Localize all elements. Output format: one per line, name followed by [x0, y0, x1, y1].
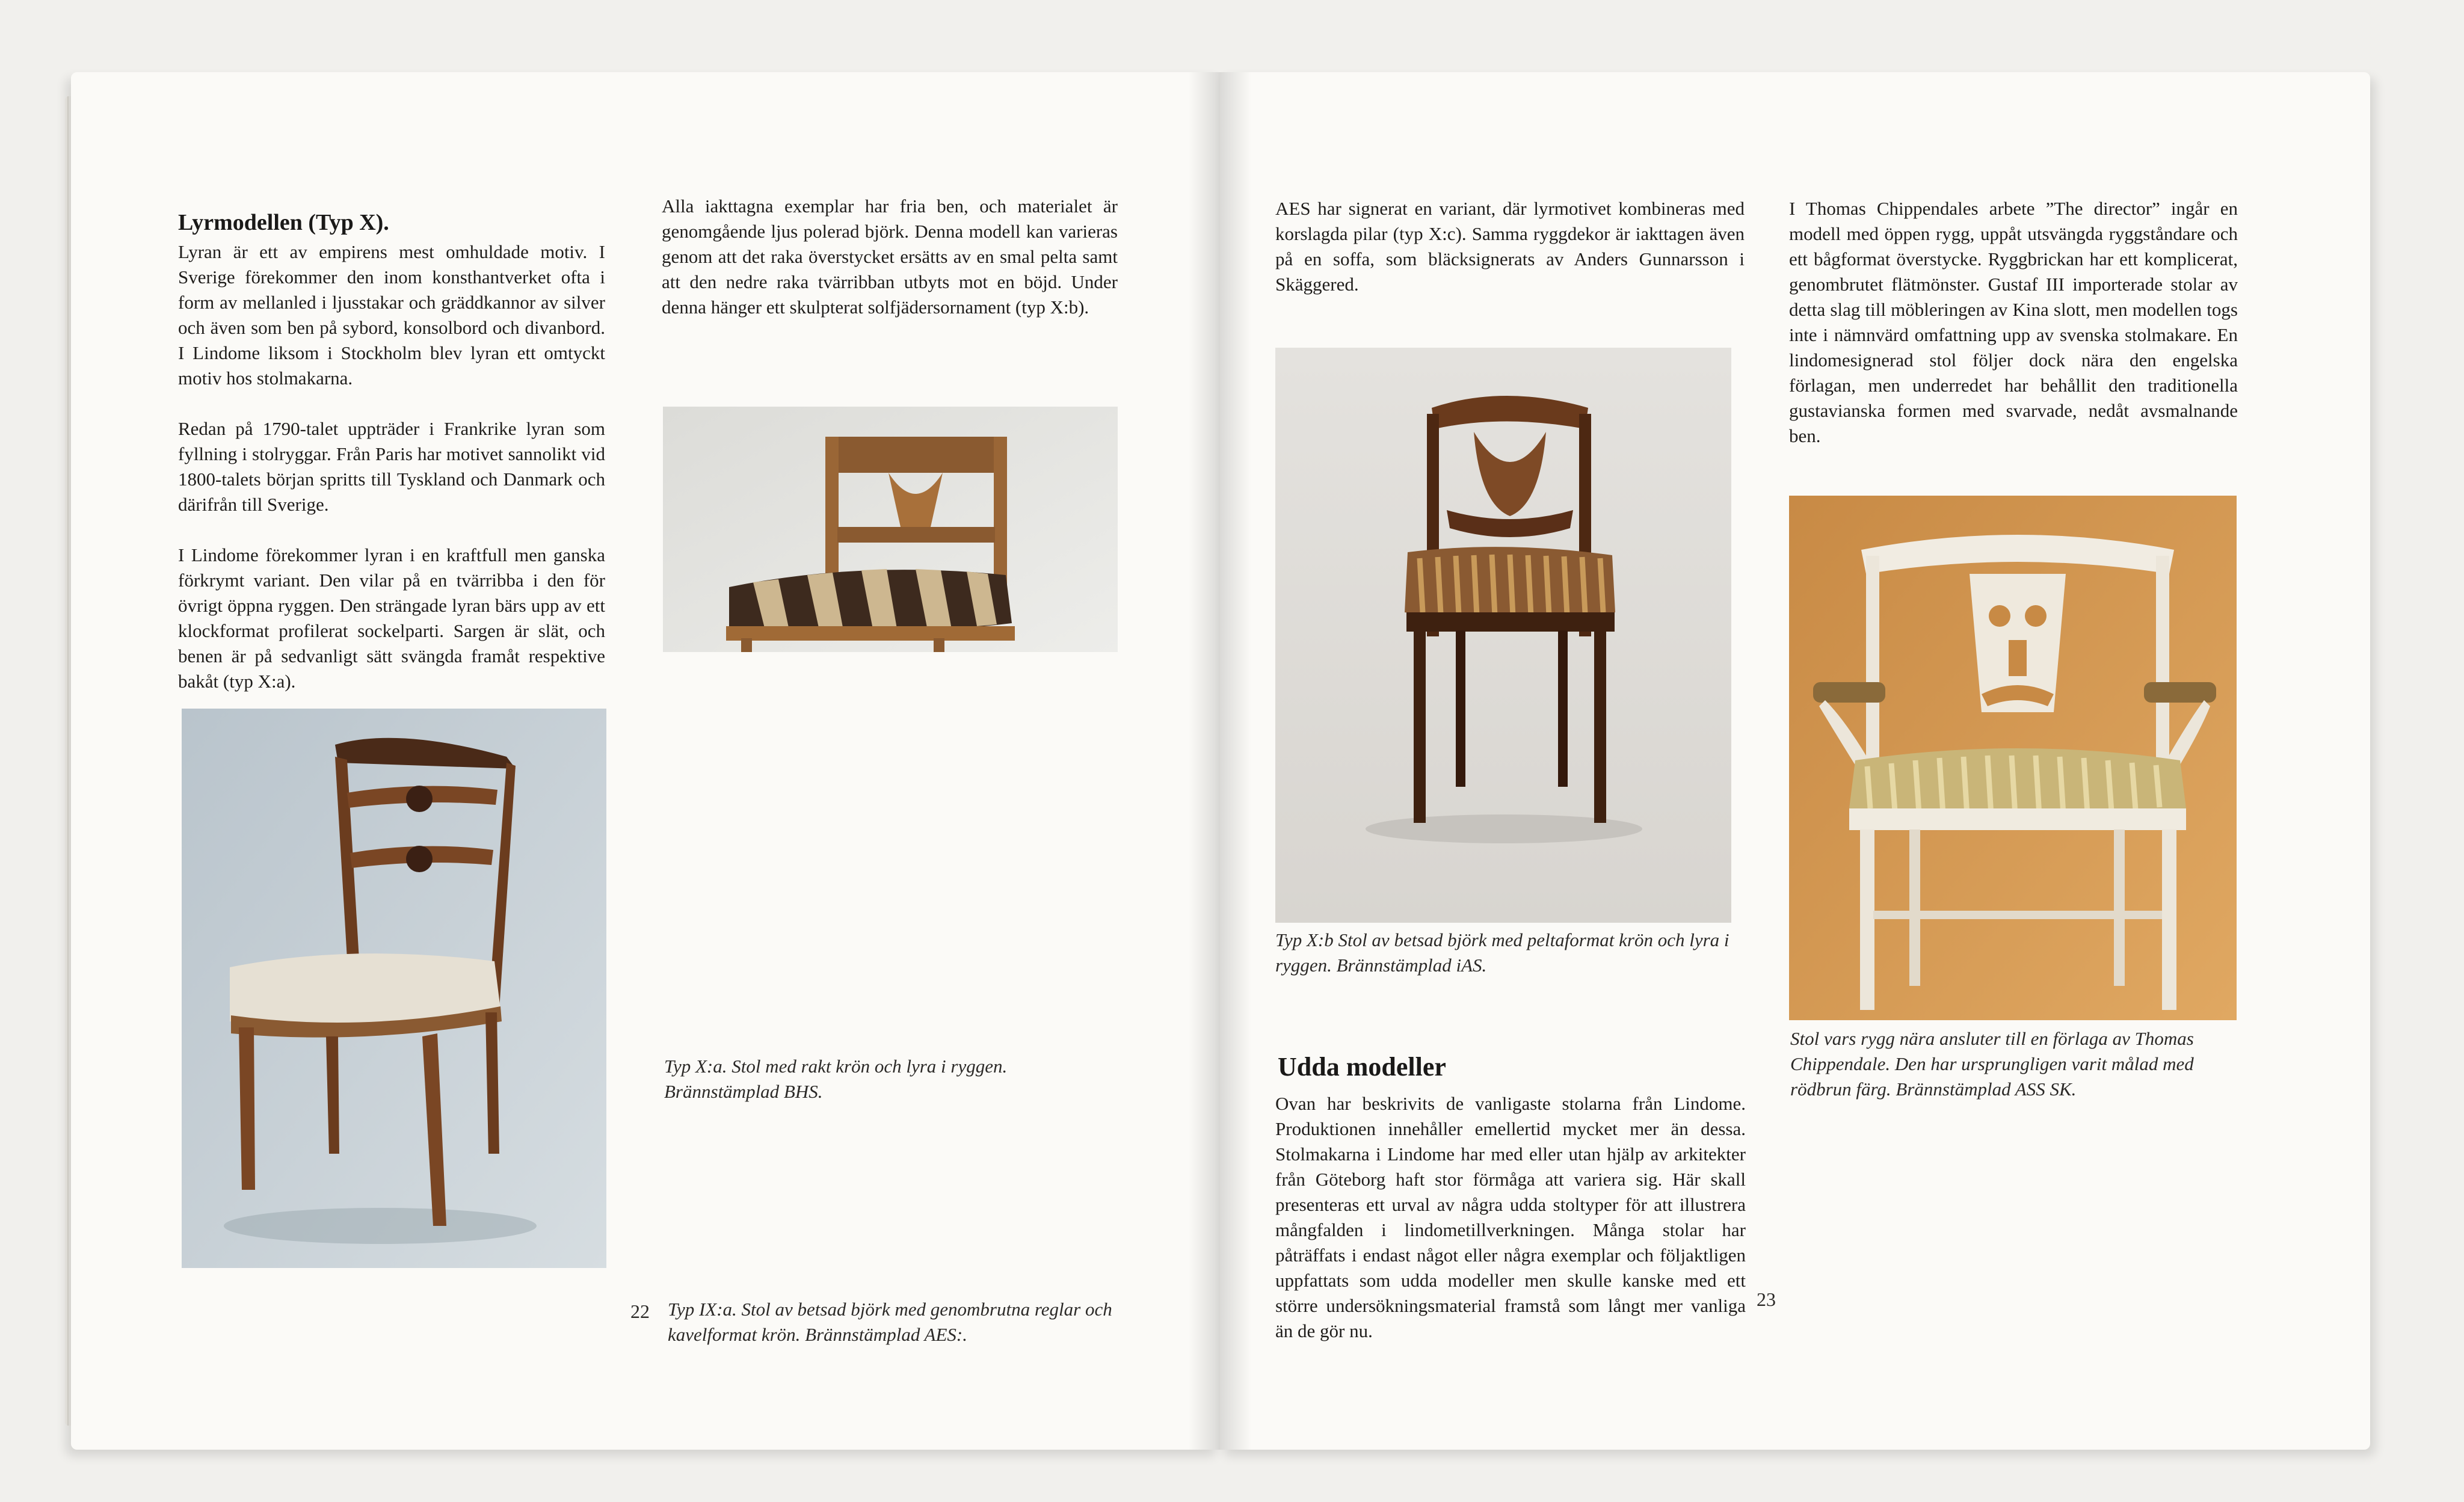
paragraph: I Thomas Chippendales arbete ”The director” ingår en modell med öppen rygg, uppåt utsvängda ryggståndare och ett bågformat överstycke. Ryggbrickan har ett komplicerat, genombrutet flätmönster. Gustaf III importerade stolar av detta slag till möbleringen av Kina slott, men modellen togs inte i nämnvärd omfattning upp av svenska stolmakare. En lindomesignerad stol följer dock nära den engelska förlagan, men underredet har behållit den traditionella gustavianska formen med svarvade, nedåt avsmalnande ben.	[1789, 198, 2238, 446]
right-column-1-udda-text	[1275, 1091, 1746, 1369]
open-book	[71, 72, 2370, 1450]
book-gutter	[1189, 72, 1251, 1450]
caption-chippendale-chair: Stol vars rygg nära ansluter till en förlaga av Thomas Chippendale. Den har ursprungligen varit målad med rödbrun färg. Brännstämplad ASS SK.	[1790, 1028, 2194, 1100]
caption-typ-ix-a: Typ IX:a. Stol av betsad björk med genombrutna reglar och kavelformat krön. Brännstämplad AES:.	[668, 1299, 1112, 1345]
left-page	[71, 72, 1220, 1450]
right-column-1-intro	[1275, 196, 1745, 322]
section-heading-udda-modeller: Udda modeller	[1278, 1052, 1446, 1082]
paragraph: Lyran är ett av empirens mest omhuldade motiv. I Sverige förekommer den inom konsthantverket ofta i form av mellanled i ljusstakar och gräddkannor av silver och även som ben på sybord, konsolbord och divanbord. I Lindome liksom i Stockholm blev lyran ett omtyckt motiv hos stolmakarna.	[178, 241, 605, 389]
paragraph: Alla iakttagna exemplar har fria ben, och materialet är genomgående ljus polerad björk. Denna modell kan varieras genom att det raka överstycket ersätts av en smal pelta samt att den nedre raka tvärribban utbyts mot en böjd. Under denna hänger ett skulpterat solfjädersornament (typ X:b).	[662, 195, 1118, 318]
left-column-2-text	[662, 194, 1118, 345]
caption-typ-x-b: Typ X:b Stol av betsad björk med peltaformat krön och lyra i ryggen. Brännstämplad iAS.	[1275, 929, 1729, 976]
paragraph: I Lindome förekommer lyran i en kraftfull men ganska förkrymt variant. Den vilar på en tvärribba i den för övrigt öppna ryggen. Den strängade lyran bärs upp av ett klockformat profilerat sockelparti. Sargen är slät, och benen är på sedvanligt sätt svängda framåt respektive bakåt (typ X:a).	[178, 544, 605, 692]
paragraph: Redan på 1790-talet uppträder i Frankrike lyran som fyllning i stolryggar. Från Paris har motivet sannolikt vid 1800-talets början spritts till Tyskland och Danmark och därifrån till Sverige.	[178, 418, 605, 515]
photo-chair-typ-ix-a	[182, 709, 606, 1268]
photo-chair-typ-x-b	[1275, 348, 1731, 923]
page-number-right: 23	[1757, 1288, 1776, 1310]
photo-chair-typ-x-a	[663, 407, 1118, 652]
left-column-1-text	[178, 239, 605, 719]
right-page	[1220, 72, 2370, 1450]
paragraph: Ovan har beskrivits de vanligaste stolarna från Lindome. Produktionen innehåller emellertid mycket mer än dessa. Stolmakarna i Lindome har med eller utan hjälp av arkitekter från Göteborg haft stor förmåga att variera sig. Här skall presenteras ett urval av några udda stoltyper för att illustrera mångfalden i lindometillverkningen. Många stolar har påträffats i endast något eller några exemplar och följaktligen uppfattats som udda modeller men skulle kanske med ett större undersökningsmaterial framstå som långt mer vanliga än de gör nu.	[1275, 1093, 1746, 1341]
paragraph: AES har signerat en variant, där lyrmotivet kombineras med korslagda pilar (typ X:c). Samma ryggdekor är iakttagen även på en soffa, som bläcksignerats av Anders Gunnarsson i Skäggered.	[1275, 198, 1745, 295]
right-column-2-text	[1789, 196, 2238, 474]
caption-typ-x-a: Typ X:a. Stol med rakt krön och lyra i ryggen. Brännstämplad BHS.	[664, 1056, 1008, 1102]
page-number-left: 22	[630, 1300, 650, 1322]
photo-chippendale-chair	[1789, 496, 2237, 1020]
section-heading-lyrmodellen: Lyrmodellen (Typ X).	[178, 210, 389, 235]
